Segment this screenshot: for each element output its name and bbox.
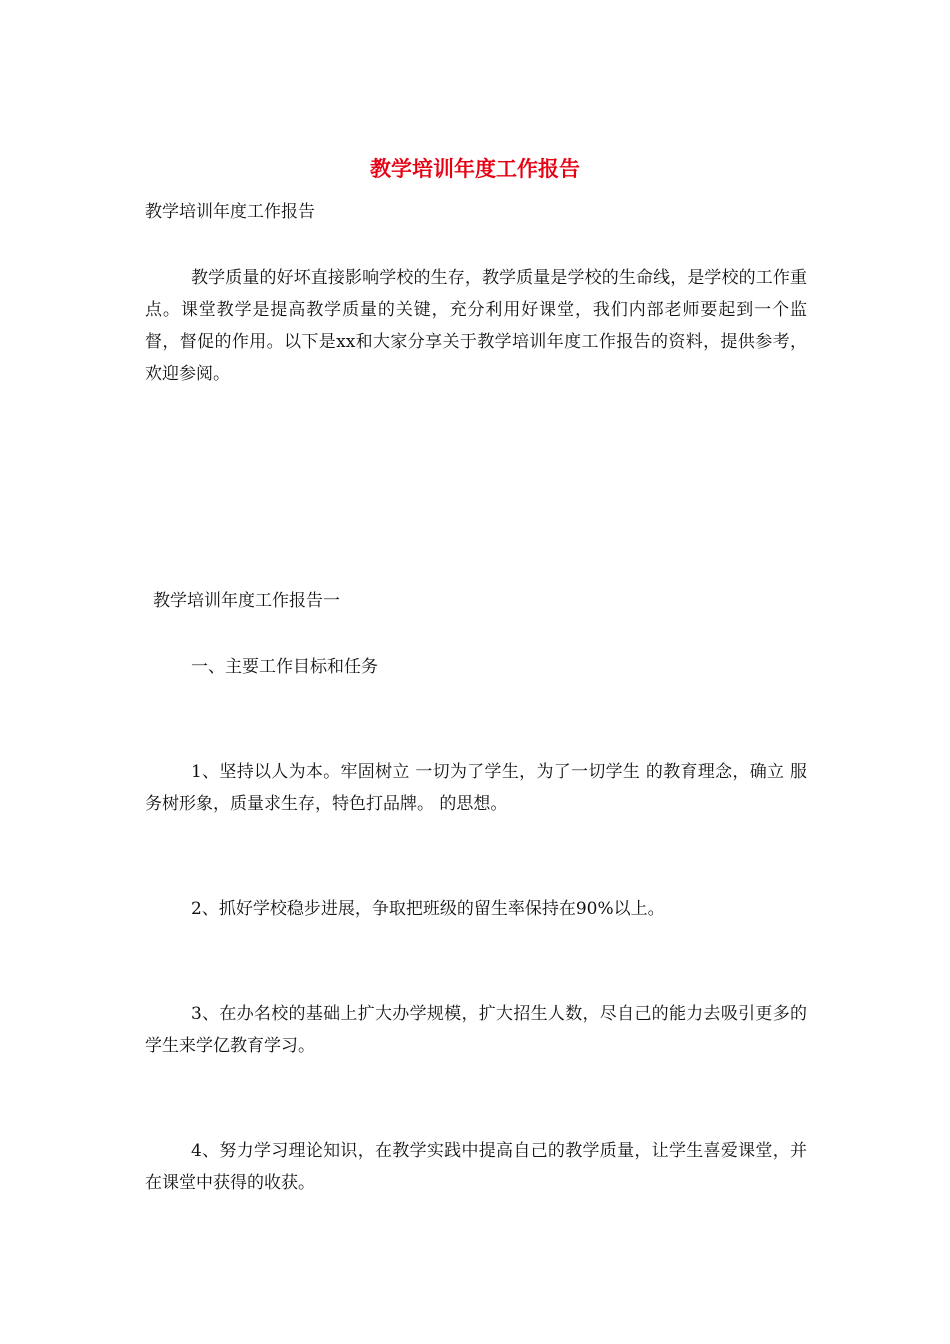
list-item: 3、在办名校的基础上扩大办学规模，扩大招生人数，尽自己的能力去吸引更多的学生来学亿教育学习。 (145, 1004, 807, 1056)
section-title: 教学培训年度工作报告一 (153, 591, 340, 611)
document-title: 教学培训年度工作报告 (370, 156, 580, 181)
document-subtitle: 教学培训年度工作报告 (145, 202, 315, 222)
section-heading: 一、主要工作目标和任务 (191, 657, 378, 677)
list-item: 4、努力学习理论知识，在教学实践中提高自己的教学质量，让学生喜爱课堂，并在课堂中获得的收获。 (145, 1141, 807, 1193)
intro-paragraph: 教学质量的好坏直接影响学校的生存，教学质量是学校的生命线，是学校的工作重点。课堂教学是提高教学质量的关键，充分利用好课堂，我们内部老师要起到一个监督，督促的作用。以下是xx和大家分享关于教学培训年度工作报告的资料，提供参考，欢迎参阅。 (145, 268, 807, 384)
list-item: 1、坚持以人为本。牢固树立 一切为了学生，为了一切学生 的教育理念，确立 服务树形象，质量求生存，特色打品牌。 的思想。 (145, 762, 807, 814)
list-item: 2、抓好学校稳步进展，争取把班级的留生率保持在90%以上。 (191, 899, 665, 919)
